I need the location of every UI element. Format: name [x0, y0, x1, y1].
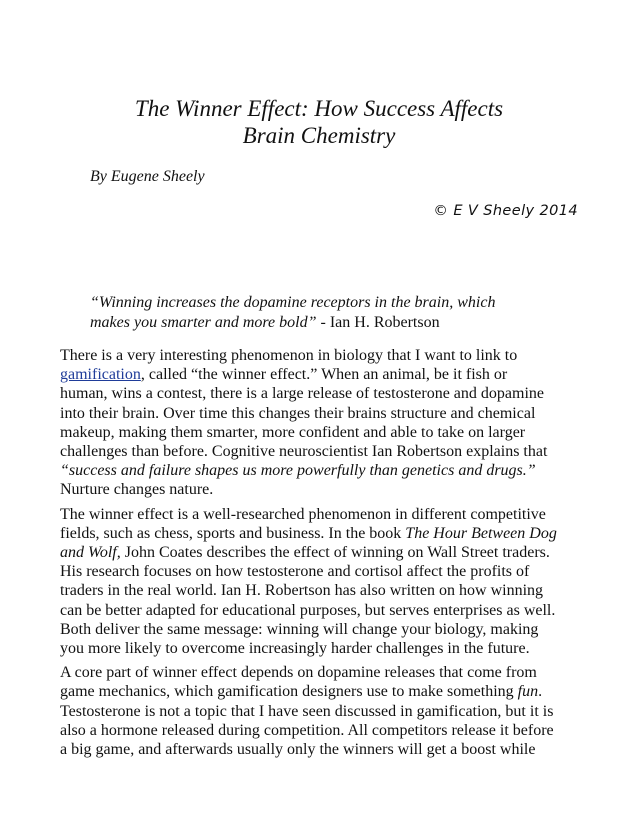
- paragraph-1-line: challenges than before. Cognitive neuroscientist Ian Robertson explains that: [60, 443, 548, 461]
- paragraph-1-line: [60, 365, 582, 384]
- title-line-2: Brain Chemistry: [242, 123, 396, 148]
- gamification-link[interactable]: gamification: [60, 366, 141, 384]
- article-body: [60, 346, 582, 764]
- paragraph-1-line: human, wins a contest, there is a large release of testosterone and dopamine: [60, 385, 544, 403]
- paragraph-2-line: Both deliver the same message: winning will change your biology, making: [60, 620, 539, 638]
- paragraph-3-line: [60, 682, 582, 701]
- paragraph-3: [60, 663, 582, 759]
- quote-attribution: - Ian H. Robertson: [316, 314, 440, 331]
- epigraph-quote: [90, 293, 570, 333]
- paragraph-3-text: game mechanics, which gamification designers use to make something: [60, 683, 518, 701]
- title-line-1: The Winner Effect: How Success Affects: [134, 96, 504, 121]
- author-byline: By Eugene Sheely: [90, 168, 205, 185]
- book-title-continued: and Wolf,: [60, 544, 121, 562]
- quote-text: makes you smarter and more bold”: [90, 314, 317, 331]
- paragraph-1-line: into their brain. Over time this changes their brains structure and chemical: [60, 404, 536, 422]
- paragraph-3-line: A core part of winner effect depends on dopamine releases that come from: [60, 664, 537, 682]
- paragraph-1: [60, 346, 582, 500]
- paragraph-2-line: traders in the real world. Ian H. Robertson has also written on how winning: [60, 582, 544, 600]
- paragraph-2-line: [60, 524, 582, 543]
- paragraph-3-text: .: [538, 683, 543, 701]
- paragraph-1-line: There is a very interesting phenomenon in biology that I want to link to: [60, 347, 518, 364]
- paragraph-2-line: can be better adapted for educational purposes, but serves enterprises as well.: [60, 601, 556, 619]
- article-title: [0, 95, 638, 149]
- copyright-notice: © E V Sheely 2014: [433, 203, 578, 219]
- paragraph-3-line: Testosterone is not a topic that I have seen discussed in gamification, but it is: [60, 702, 554, 720]
- paragraph-1-text: , called “the winner effect.” When an animal, be it fish or: [140, 366, 508, 384]
- paragraph-1-line: [60, 461, 582, 480]
- quote-line-1: “Winning increases the dopamine receptors in the brain, which: [90, 294, 496, 311]
- paragraph-2-text: John Coates describes the effect of winning on Wall Street traders.: [120, 544, 550, 562]
- paragraph-2-line: His research focuses on how testosterone and cortisol affect the profits of: [60, 563, 530, 581]
- paragraph-2: [60, 505, 582, 659]
- paragraph-2-line: [60, 543, 582, 562]
- book-title: The Hour Between Dog: [405, 524, 557, 542]
- paragraph-2-line: you more likely to overcome increasingly harder challenges in the future.: [60, 640, 530, 658]
- paragraph-2-line: The winner effect is a well-researched phenomenon in different competitive: [60, 505, 546, 523]
- paragraph-3-line: a big game, and afterwards usually only the winners will get a boost while: [60, 741, 536, 759]
- robertson-quote: “success and failure shapes us more powerfully than genetics and drugs.”: [60, 462, 536, 480]
- paragraph-1-line: Nurture changes nature.: [60, 481, 214, 499]
- paragraph-3-line: also a hormone released during competition. All competitors release it before: [60, 721, 554, 739]
- fun-emphasis: fun: [517, 683, 539, 701]
- paragraph-1-line: makeup, making them smarter, more confident and able to take on larger: [60, 423, 526, 441]
- quote-line-2: [90, 313, 570, 333]
- paragraph-2-text: fields, such as chess, sports and business. In the book: [60, 524, 406, 542]
